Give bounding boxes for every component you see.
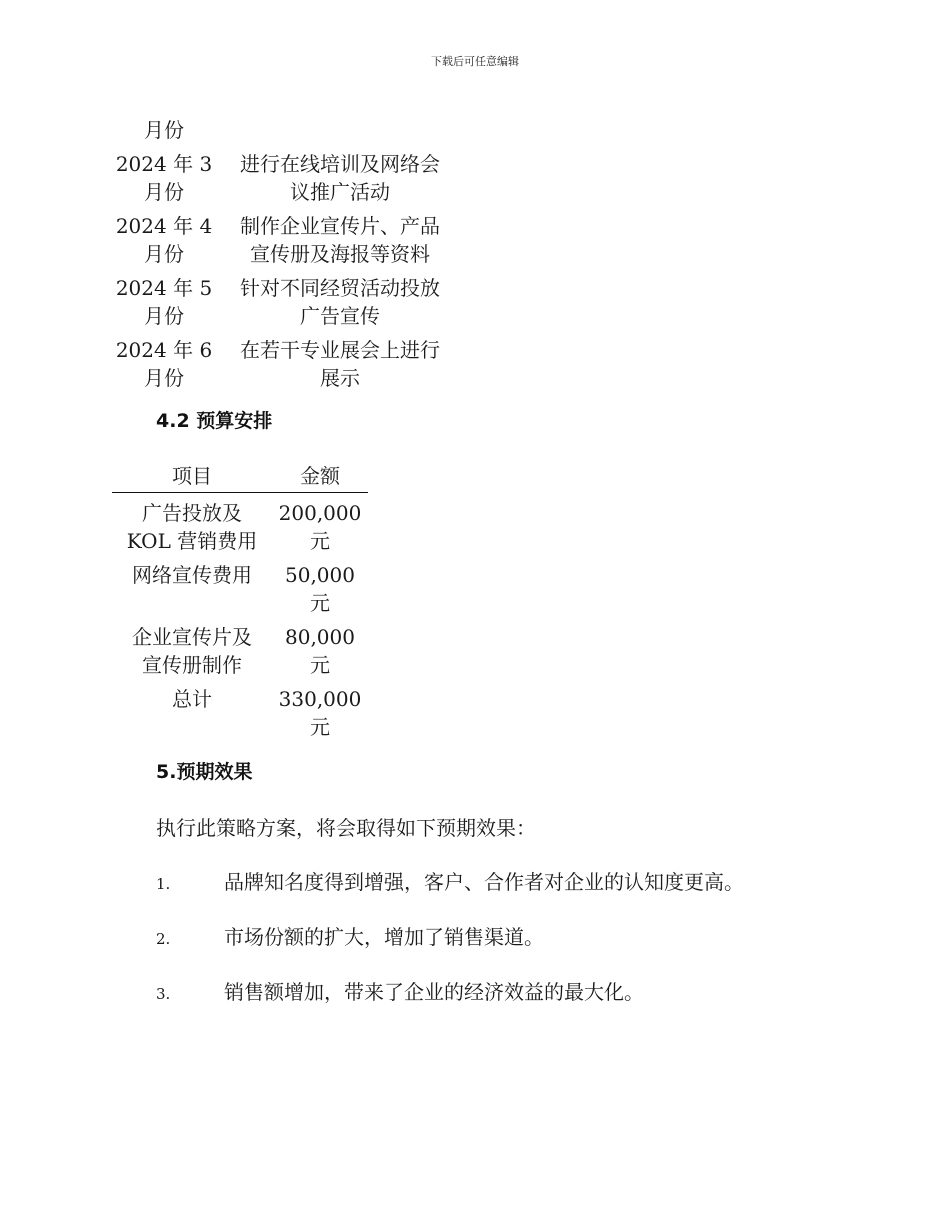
schedule-date-line: 2024 年 5 xyxy=(115,276,213,300)
budget-amount-line: 元 xyxy=(310,591,330,615)
budget-item-line: 企业宣传片及 xyxy=(132,625,252,649)
schedule-activity-line: 宣传册及海报等资料 xyxy=(250,242,430,266)
schedule-date-line: 月份 xyxy=(144,180,184,204)
list-item xyxy=(156,923,544,953)
list-item-text: 销售额增加，带来了企业的经济效益的最大化。 xyxy=(224,980,644,1004)
list-item xyxy=(156,978,644,1008)
budget-col-amount: 金额 xyxy=(300,464,340,488)
budget-amount-line: 50,000 xyxy=(285,563,355,587)
schedule-date-line: 2024 年 6 xyxy=(115,338,213,362)
schedule-date-line: 月份 xyxy=(144,304,184,328)
schedule-row xyxy=(112,274,462,330)
budget-row xyxy=(112,561,368,617)
budget-amount-line: 330,000 xyxy=(278,687,362,711)
schedule-row xyxy=(112,150,462,206)
budget-row xyxy=(112,623,368,679)
effects-heading: 5.预期效果 xyxy=(156,761,253,783)
schedule-activity xyxy=(222,336,458,392)
schedule-date-line: 月份 xyxy=(144,366,184,390)
schedule-table xyxy=(112,116,462,398)
schedule-activity-line: 议推广活动 xyxy=(290,180,390,204)
budget-amount xyxy=(272,561,368,617)
schedule-row xyxy=(112,212,462,268)
schedule-date xyxy=(112,274,216,330)
budget-table-header xyxy=(112,462,368,493)
list-item-number: 3. xyxy=(156,985,171,1003)
effects-intro: 执行此策略方案，将会取得如下预期效果： xyxy=(156,816,536,840)
schedule-date xyxy=(112,336,216,392)
budget-item xyxy=(112,561,272,617)
budget-item-line: KOL 营销费用 xyxy=(126,529,258,553)
schedule-date xyxy=(112,212,216,268)
budget-amount xyxy=(272,623,368,679)
schedule-activity-line: 针对不同经贸活动投放 xyxy=(240,276,440,300)
schedule-date xyxy=(112,150,216,206)
schedule-row xyxy=(112,336,462,392)
budget-amount-line: 元 xyxy=(310,529,330,553)
budget-amount-line: 元 xyxy=(310,653,330,677)
budget-item-line: 宣传册制作 xyxy=(142,653,242,677)
budget-heading: 4.2 预算安排 xyxy=(156,410,273,432)
schedule-activity-line: 进行在线培训及网络会 xyxy=(240,152,440,176)
schedule-activity xyxy=(222,274,458,330)
budget-amount-line: 元 xyxy=(310,715,330,739)
budget-amount-line: 200,000 xyxy=(278,501,362,525)
schedule-activity-line: 在若干专业展会上进行 xyxy=(240,338,440,362)
budget-amount-line: 80,000 xyxy=(285,625,355,649)
schedule-activity xyxy=(222,150,458,206)
budget-row-total xyxy=(112,685,368,741)
budget-row xyxy=(112,499,368,555)
list-item-text: 市场份额的扩大，增加了销售渠道。 xyxy=(224,925,544,949)
schedule-activity-line: 广告宣传 xyxy=(300,304,380,328)
schedule-activity xyxy=(222,212,458,268)
budget-item xyxy=(112,623,272,679)
budget-item xyxy=(112,685,272,741)
schedule-date-line: 2024 年 3 xyxy=(115,152,213,176)
budget-item-line: 网络宣传费用 xyxy=(132,563,252,587)
schedule-activity-line: 制作企业宣传片、产品 xyxy=(240,214,440,238)
list-item-number: 1. xyxy=(156,875,171,893)
list-item-text: 品牌知名度得到增强，客户、合作者对企业的认知度更高。 xyxy=(224,870,744,894)
budget-col-item: 项目 xyxy=(172,464,212,488)
budget-amount xyxy=(272,499,368,555)
budget-item-line: 广告投放及 xyxy=(142,501,242,525)
schedule-date-line: 月份 xyxy=(144,242,184,266)
schedule-activity-line: 展示 xyxy=(320,366,360,390)
schedule-date: 月份 xyxy=(144,118,184,142)
budget-amount xyxy=(272,685,368,741)
list-item-number: 2. xyxy=(156,930,171,948)
budget-item xyxy=(112,499,272,555)
budget-table xyxy=(112,462,368,747)
schedule-date-line: 2024 年 4 xyxy=(115,214,213,238)
page-header: 下载后可任意编辑 xyxy=(431,55,519,68)
budget-item-line: 总计 xyxy=(172,687,212,711)
schedule-row-continued xyxy=(112,116,462,144)
list-item xyxy=(156,868,744,898)
